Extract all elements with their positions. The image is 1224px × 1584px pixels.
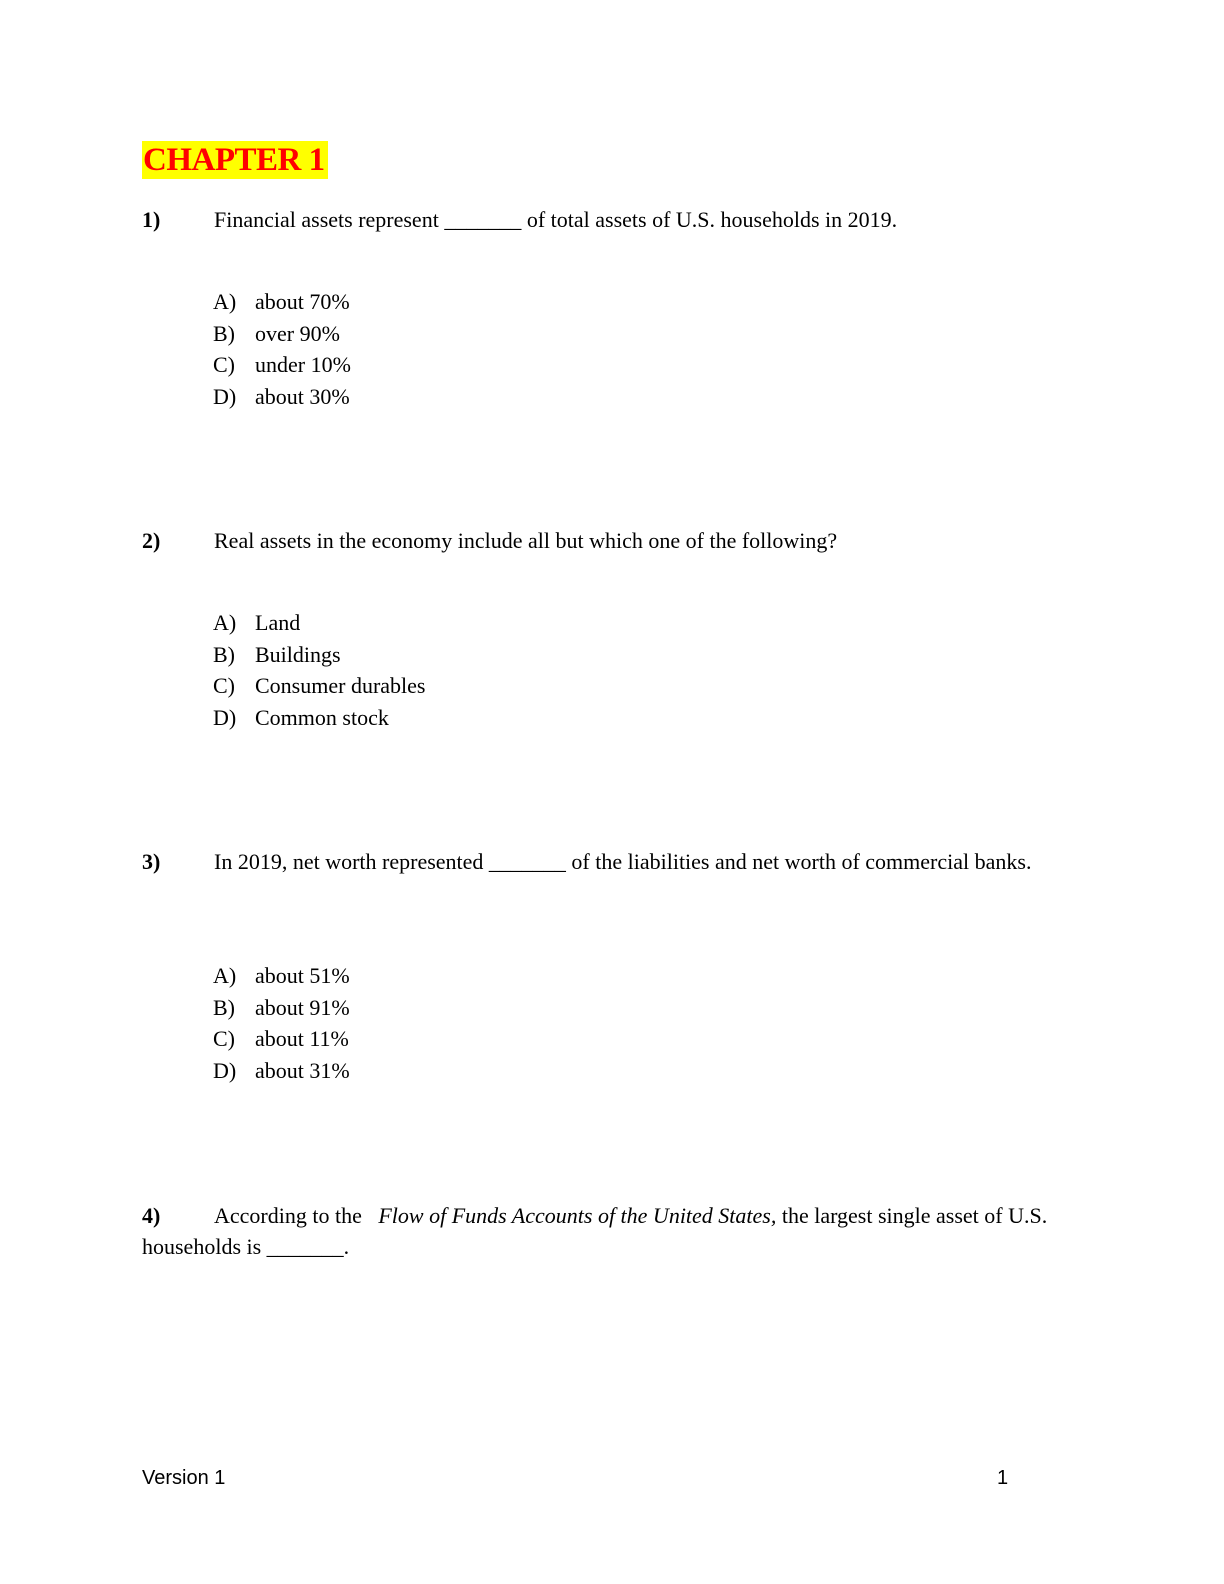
option-d: D) Common stock bbox=[213, 704, 389, 730]
option-a: A) about 51% bbox=[213, 963, 350, 988]
option-a: A) Land bbox=[213, 610, 301, 635]
question-text: In 2019, net worth represented _______ of the liabilities and net worth of commercial banks. bbox=[214, 849, 1032, 874]
question-text: Financial assets represent _______ of total assets of U.S. households in 2019. bbox=[214, 207, 898, 232]
source-title: Flow of Funds Accounts of the United States, bbox=[378, 1203, 777, 1228]
question-number: 4) bbox=[142, 1203, 161, 1228]
option-b: B) about 91% bbox=[213, 994, 350, 1020]
option-b: B) over 90% bbox=[213, 320, 340, 346]
chapter-title: CHAPTER 1 bbox=[142, 141, 328, 179]
question-4 bbox=[142, 1200, 1082, 1262]
question-number: 2) bbox=[142, 528, 161, 553]
option-d: D) about 31% bbox=[213, 1057, 350, 1083]
footer-page-number: 1 bbox=[997, 1467, 1009, 1489]
question-1 bbox=[142, 204, 1082, 235]
option-c: C) about 11% bbox=[213, 1026, 349, 1052]
footer-version: Version 1 bbox=[142, 1467, 226, 1489]
question-2 bbox=[142, 525, 1082, 556]
question-text: According to the Flow of Funds Accounts of the United States, the largest single asset of U.S. households is _______. bbox=[142, 1203, 1048, 1259]
question-number: 1) bbox=[142, 207, 161, 232]
option-d: D) about 30% bbox=[213, 383, 350, 409]
option-a: A) about 70% bbox=[213, 289, 350, 314]
question-number: 3) bbox=[142, 849, 161, 874]
question-text: Real assets in the economy include all but which one of the following? bbox=[214, 528, 838, 553]
question-2-options bbox=[213, 607, 425, 733]
option-c: C) Consumer durables bbox=[213, 673, 426, 699]
question-1-options bbox=[213, 286, 351, 412]
option-c: C) under 10% bbox=[213, 352, 351, 378]
option-b: B) Buildings bbox=[213, 641, 341, 667]
question-3 bbox=[142, 846, 1082, 877]
question-3-options bbox=[213, 960, 350, 1086]
